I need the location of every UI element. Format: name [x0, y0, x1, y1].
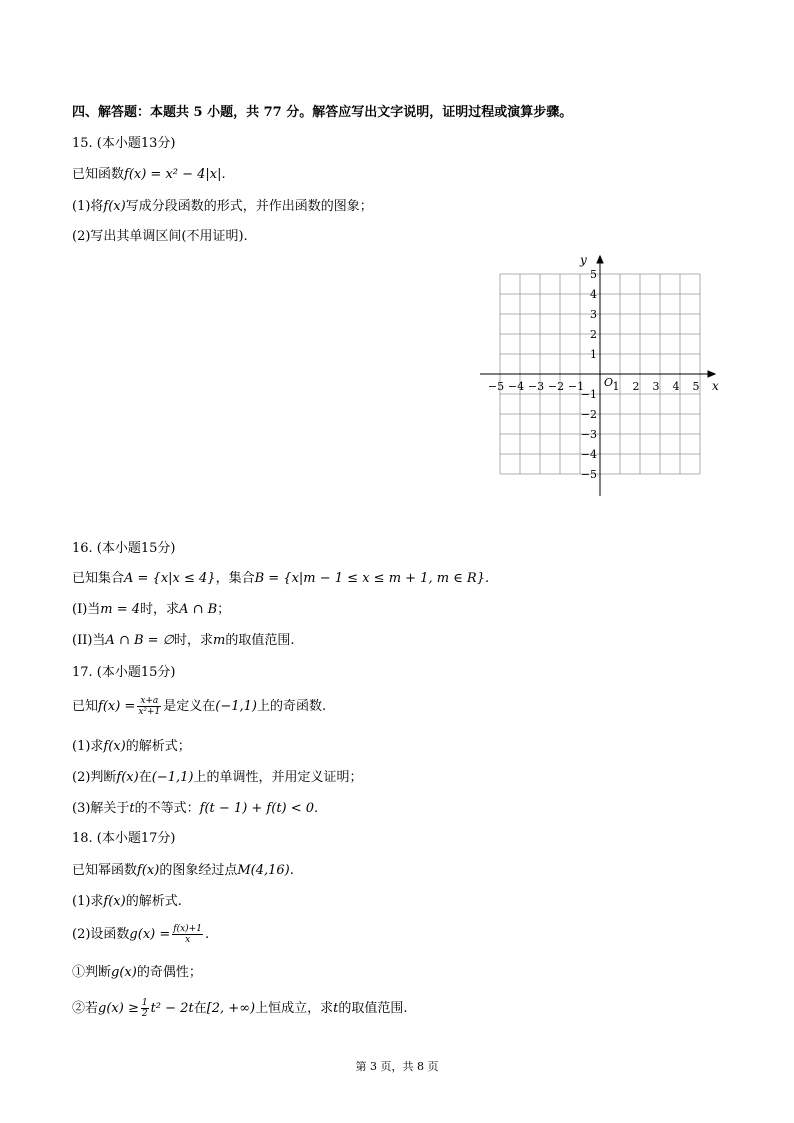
origin-label: O	[604, 376, 614, 389]
section-heading: 四、解答题：本题共 5 小题，共 77 分。解答应写出文字说明，证明过程或演算步骤。	[72, 105, 573, 120]
q18-sub1-label: ①判断	[72, 965, 112, 980]
y-axis-arrow	[597, 256, 603, 263]
q15-part1-math: f(x)	[103, 199, 126, 214]
y-tick-label: −5	[580, 468, 597, 481]
q17-part3-math-2: f(t − 1) + f(t) < 0.	[199, 801, 319, 816]
q18-sub1-text: 的奇偶性；	[136, 965, 202, 980]
x-tick-label: −5	[487, 380, 505, 393]
x-tick-label: 4	[672, 380, 680, 393]
q17-stem	[72, 696, 326, 718]
q16-part2-math-1: A ∩ B = ∅	[105, 633, 175, 648]
q17-part1-text: 的解析式；	[125, 739, 191, 754]
q18-stem-math-1: f(x)	[137, 863, 160, 878]
q18-sub1	[72, 964, 202, 982]
q15-stem	[72, 166, 226, 184]
y-tick-label: −4	[580, 448, 597, 461]
q18-fraction-num: f(x)+1	[173, 924, 202, 934]
q18-sub2	[72, 998, 407, 1020]
q16-stem	[72, 570, 489, 588]
q16-header: 16. (本小题15分)	[72, 541, 176, 556]
q18-sub2-fraction	[141, 998, 149, 1019]
x-tick-label: 3	[652, 380, 660, 393]
q17-part2	[72, 769, 362, 787]
q17-part3-text: 的不等式：	[134, 801, 200, 816]
q15-header: 15. (本小题13分)	[72, 136, 176, 151]
x-axis-arrow	[708, 371, 715, 377]
q18-stem-text-2: 的图象经过点	[159, 863, 238, 878]
q18-fraction	[172, 924, 203, 945]
q16-part1-text: 时，求	[140, 602, 180, 617]
q18-stem-text-1: 已知幂函数	[72, 863, 138, 878]
y-tick-label: 3	[590, 308, 597, 321]
y-tick-label: −3	[580, 428, 597, 441]
q17-part2-label: (2)判断	[72, 770, 117, 785]
q17-stem-text-1: 已知	[72, 699, 99, 714]
q16-stem-math-1: A = {x|x ≤ 4}	[124, 571, 216, 586]
q18-part1	[72, 893, 182, 911]
y-tick-label: 2	[590, 328, 597, 341]
q16-part1-label: (I)当	[72, 602, 101, 617]
q18-part1-label: (1)求	[72, 894, 104, 909]
q17-part3-label: (3)解关于	[72, 801, 130, 816]
q17-stem-math-2: (−1,1)	[215, 699, 258, 714]
x-tick-label: 5	[692, 380, 700, 393]
q18-part1-math: f(x)	[103, 894, 126, 909]
q15-part2: (2)写出其单调区间(不用证明).	[72, 229, 248, 244]
q18-part2-label: (2)设函数	[72, 927, 130, 942]
q18-part1-text: 的解析式.	[125, 894, 182, 909]
q18-sub2-math-2: t² − 2t	[150, 1001, 194, 1016]
x-tick-label: 1	[612, 380, 620, 393]
q16-part2-end: 的取值范围.	[225, 633, 295, 648]
q17-part2-math-2: (−1,1)	[151, 770, 194, 785]
q18-part2	[72, 924, 209, 946]
q17-fraction	[137, 696, 161, 717]
q17-part2-text-2: 上的单调性，并用定义证明；	[193, 770, 363, 785]
q18-part2-math: g(x) =	[129, 927, 171, 942]
q18-sub2-math-3: [2, +∞)	[206, 1001, 256, 1016]
q17-part3-math-1: t	[129, 801, 135, 816]
page-footer: 第 3 页，共 8 页	[355, 1060, 439, 1073]
q15-part1	[72, 198, 373, 216]
x-tick-label: −2	[547, 380, 565, 393]
q18-fraction-den: x	[185, 935, 191, 945]
q18-stem-math-2: M(4,16).	[237, 863, 294, 878]
q17-stem-math-1: f(x) =	[98, 699, 136, 714]
y-tick-label: 1	[590, 348, 597, 361]
x-tick-label: −1	[567, 380, 585, 393]
q16-part1	[72, 601, 230, 619]
q15-part1-label: (1)将	[72, 199, 104, 214]
q18-sub1-math: g(x)	[111, 965, 137, 980]
q15-part1-text: 写成分段函数的形式，并作出函数的图象；	[125, 199, 373, 214]
q17-fraction-num: x+a	[137, 696, 161, 707]
q18-sub2-text-1: 在	[193, 1001, 207, 1016]
q16-part1-end: ；	[217, 602, 231, 617]
q18-part2-end: .	[204, 927, 210, 942]
q16-part1-math-2: A ∩ B	[179, 602, 218, 617]
q18-sub2-fraction-num: 1	[141, 998, 148, 1008]
x-tick-label: 2	[632, 380, 640, 393]
q16-part1-math-1: m = 4	[100, 602, 141, 617]
q18-header: 18. (本小题17分)	[72, 831, 176, 846]
q16-part2-text: 时，求	[174, 633, 214, 648]
y-axis-label: y	[580, 253, 587, 267]
q17-header: 17. (本小题15分)	[72, 665, 176, 680]
q18-sub2-fraction-den: 2	[141, 1009, 148, 1019]
q15-stem-math: f(x) = x² − 4|x|.	[124, 167, 226, 182]
q18-sub2-text-3: 的取值范围.	[338, 1001, 408, 1016]
q17-part1-label: (1)求	[72, 739, 104, 754]
q18-stem	[72, 862, 294, 880]
q18-sub2-label: ②若	[72, 1001, 99, 1016]
q15-stem-text: 已知函数	[72, 167, 125, 182]
q17-stem-text-2: 是定义在	[163, 699, 216, 714]
y-tick-label: 5	[590, 268, 597, 281]
y-tick-label: 4	[590, 288, 597, 301]
q16-stem-text-2: ，集合	[215, 571, 255, 586]
q17-stem-text-3: 上的奇函数.	[257, 699, 327, 714]
q18-sub2-math-4: t	[333, 1001, 339, 1016]
q16-stem-math-2: B = {x|m − 1 ≤ x ≤ m + 1, m ∈ R}.	[254, 571, 490, 586]
q18-sub2-math-1: g(x) ≥	[98, 1001, 139, 1016]
y-tick-label: −2	[580, 408, 597, 421]
q17-fraction-den: x²+1	[138, 707, 161, 717]
q17-part2-text-1: 在	[138, 770, 152, 785]
coordinate-grid	[470, 248, 730, 500]
q17-part1-math: f(x)	[103, 739, 126, 754]
q16-part2-label: (II)当	[72, 633, 106, 648]
q16-part2-math-2: m	[213, 633, 226, 648]
x-axis-label: x	[712, 379, 719, 393]
q18-sub2-text-2: 上恒成立，求	[255, 1001, 334, 1016]
q17-part2-math-1: f(x)	[116, 770, 139, 785]
x-tick-label: −4	[507, 380, 525, 393]
q16-stem-text-1: 已知集合	[72, 571, 125, 586]
x-tick-label: −3	[527, 380, 545, 393]
q17-part1	[72, 738, 191, 756]
y-tick-label: −1	[580, 388, 597, 401]
q17-part3	[72, 800, 318, 818]
q16-part2	[72, 632, 295, 650]
